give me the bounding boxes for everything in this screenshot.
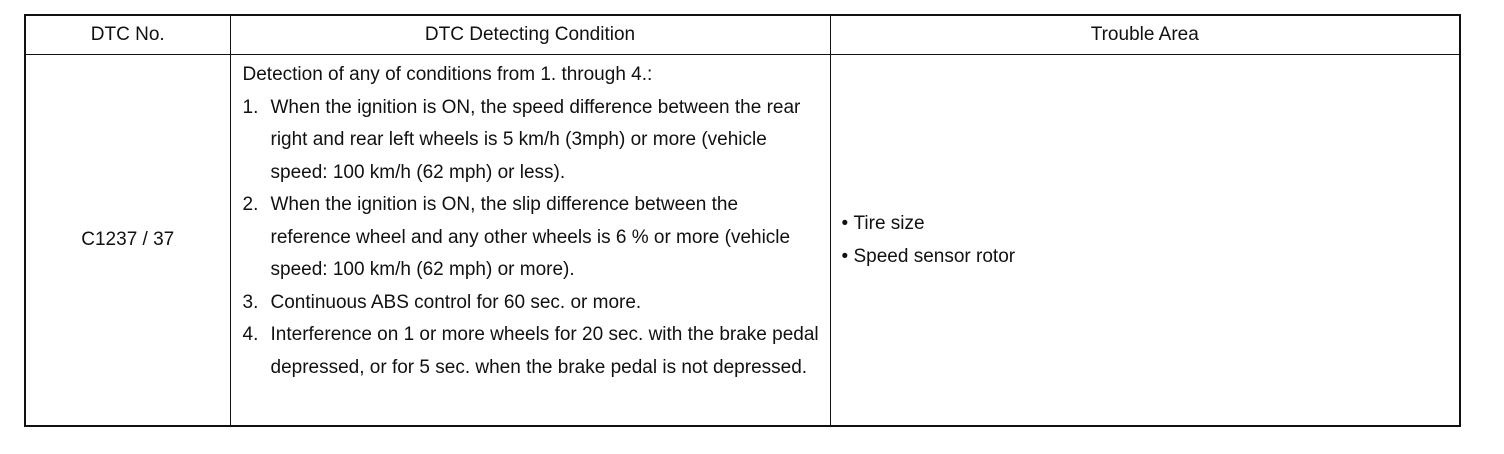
condition-text: Continuous ABS control for 60 sec. or more. [270, 291, 642, 313]
trouble-area-text: Tire size [853, 213, 925, 234]
condition-number: 4. [242, 324, 259, 345]
condition-number: 3. [242, 291, 259, 313]
trouble-area-list [842, 207, 1460, 273]
condition-list [243, 92, 822, 385]
bullet-icon: • [841, 213, 849, 234]
condition-item [243, 189, 822, 287]
condition-text: When the ignition is ON, the speed difference between the rear right and rear left wheels is 5 km/h (3mph) or more (vehicle speed: 100 km/h (62 mph) or less). [270, 96, 801, 183]
trouble-area-item [842, 207, 1460, 240]
condition-item [243, 287, 822, 320]
condition-number: 1. [242, 96, 259, 118]
condition-cell [230, 55, 830, 427]
trouble-area-text: Speed sensor rotor [853, 246, 1016, 267]
header-condition: DTC Detecting Condition [230, 15, 830, 55]
condition-number: 2. [242, 194, 259, 215]
condition-intro: Detection of any of conditions from 1. through 4.: [242, 64, 653, 85]
header-trouble-area: Trouble Area [830, 15, 1460, 55]
table-row [25, 55, 1460, 427]
trouble-area-item [842, 240, 1460, 273]
dtc-number-cell: C1237 / 37 [25, 55, 230, 427]
condition-text: When the ignition is ON, the slip difference between the reference wheel and any other wheels is 6 % or more (vehicle speed: 100 km/h (62 mph) or more). [270, 194, 791, 280]
dtc-table [24, 14, 1461, 427]
header-row [25, 15, 1460, 55]
header-dtc-no: DTC No. [25, 15, 230, 55]
bullet-icon: • [841, 246, 849, 267]
condition-text: Interference on 1 or more wheels for 20 sec. with the brake pedal depressed, or for 5 sec. when the brake pedal is not depressed. [270, 324, 819, 378]
condition-item [243, 92, 822, 190]
trouble-area-cell [830, 55, 1460, 427]
condition-item [243, 319, 822, 384]
